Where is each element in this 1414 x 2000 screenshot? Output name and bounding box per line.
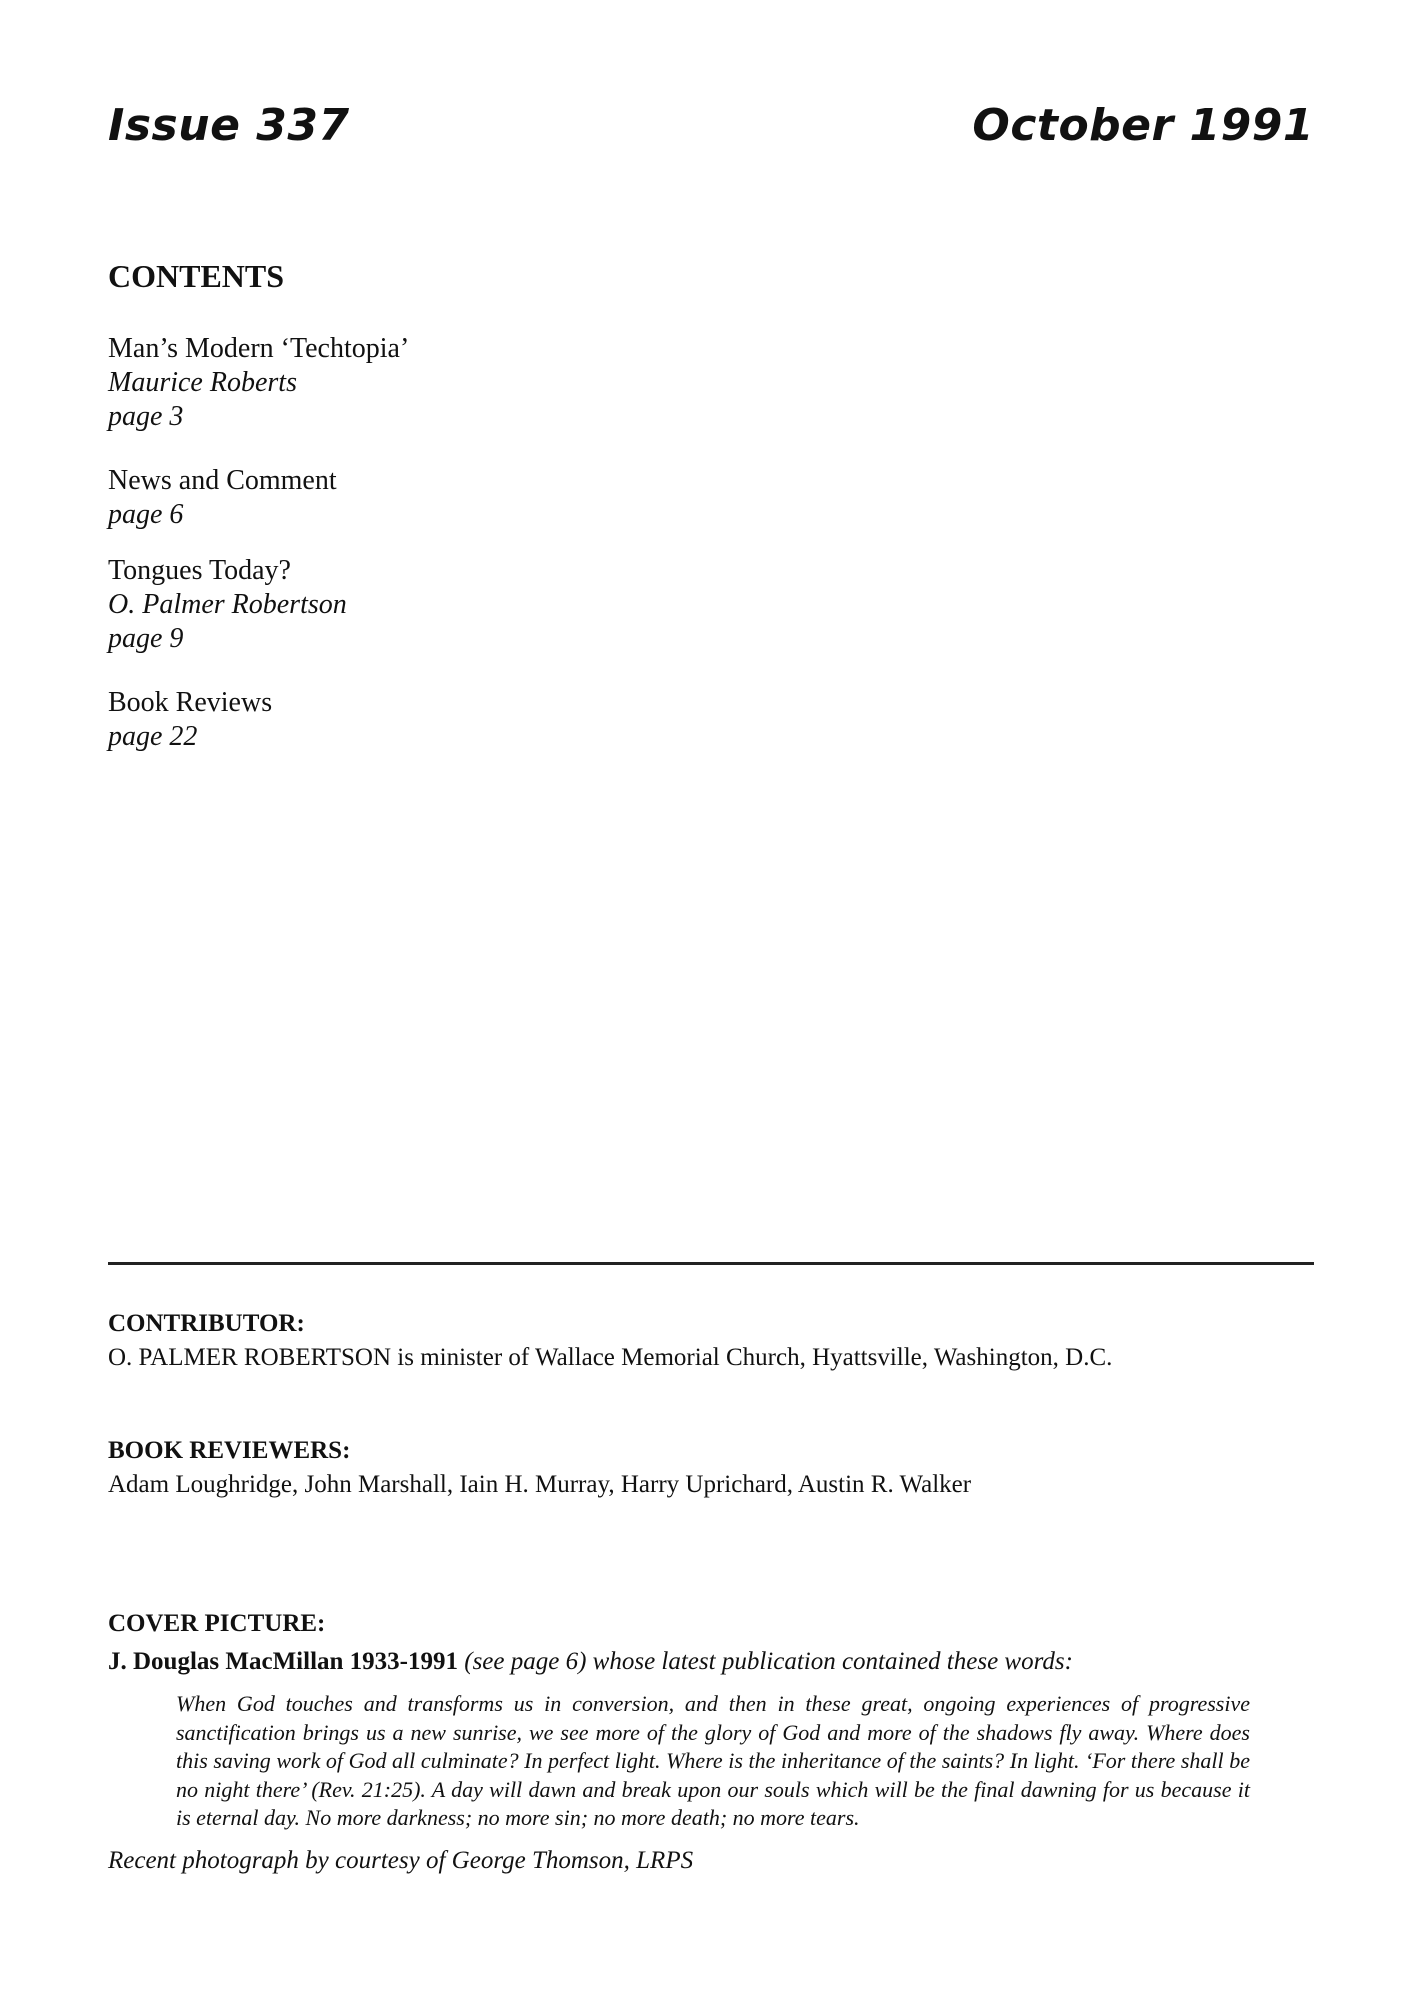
contents-entry-news — [108, 464, 1008, 532]
cover-subject-name: J. Douglas MacMillan 1933-1991 — [108, 1648, 458, 1675]
cover-section — [108, 1608, 1314, 1877]
reviewers-text: Adam Loughridge, John Marshall, Iain H. Murray, Harry Uprichard, Austin R. Walker — [108, 1471, 972, 1498]
entry-title: Tongues Today? — [108, 555, 291, 586]
contributor-text: O. PALMER ROBERTSON is minister of Wallace Memorial Church, Hyattsville, Washington, D.C. — [108, 1344, 1113, 1371]
entry-title: Man’s Modern ‘Techtopia’ — [108, 333, 410, 364]
entry-title: News and Comment — [108, 465, 337, 496]
reviewers-section — [108, 1435, 1314, 1501]
entry-page: page 9 — [108, 623, 184, 654]
cover-quote: When God touches and transforms us in conversion, and then in these great, ongoing experiences of progressive sanctification brings us a new sunrise, we see more of the glory of God and more of the shadows fly away. Where does this saving work of God all culminate? In perfect light. Where is the inheritance of the saints? In light. ‘For there shall be no night there’ (Rev. 21:25). A day will dawn and break upon our souls which will be the final dawning for us because it is eternal day. No more darkness; no more sin; no more death; no more tears. — [176, 1691, 1250, 1830]
entry-page: page 22 — [108, 721, 198, 752]
page-header — [108, 96, 1314, 156]
entry-author: O. Palmer Robertson — [108, 589, 347, 620]
contents-entry-tongues — [108, 554, 1008, 656]
entry-page: page 3 — [108, 401, 184, 432]
cover-label: COVER PICTURE: — [108, 1610, 326, 1637]
issue-number: Issue 337 — [108, 100, 350, 151]
contents-list — [108, 332, 1008, 784]
contents-entry-reviews — [108, 686, 1008, 754]
photo-credit: Recent photograph by courtesy of George Thomson, LRPS — [108, 1846, 694, 1874]
cover-lead-text: (see page 6) whose latest publication contained these words: — [464, 1648, 1073, 1675]
cover-lead — [108, 1646, 1314, 1678]
contents-heading: CONTENTS — [108, 258, 285, 294]
reviewers-label: BOOK REVIEWERS: — [108, 1437, 351, 1464]
entry-page: page 6 — [108, 499, 184, 530]
issue-date: October 1991 — [972, 100, 1314, 151]
entry-title: Book Reviews — [108, 687, 273, 718]
contents-entry-techtopia — [108, 332, 1008, 434]
contributor-section — [108, 1308, 1314, 1374]
contributor-label: CONTRIBUTOR: — [108, 1310, 305, 1337]
entry-author: Maurice Roberts — [108, 367, 297, 398]
section-divider — [108, 1262, 1314, 1265]
